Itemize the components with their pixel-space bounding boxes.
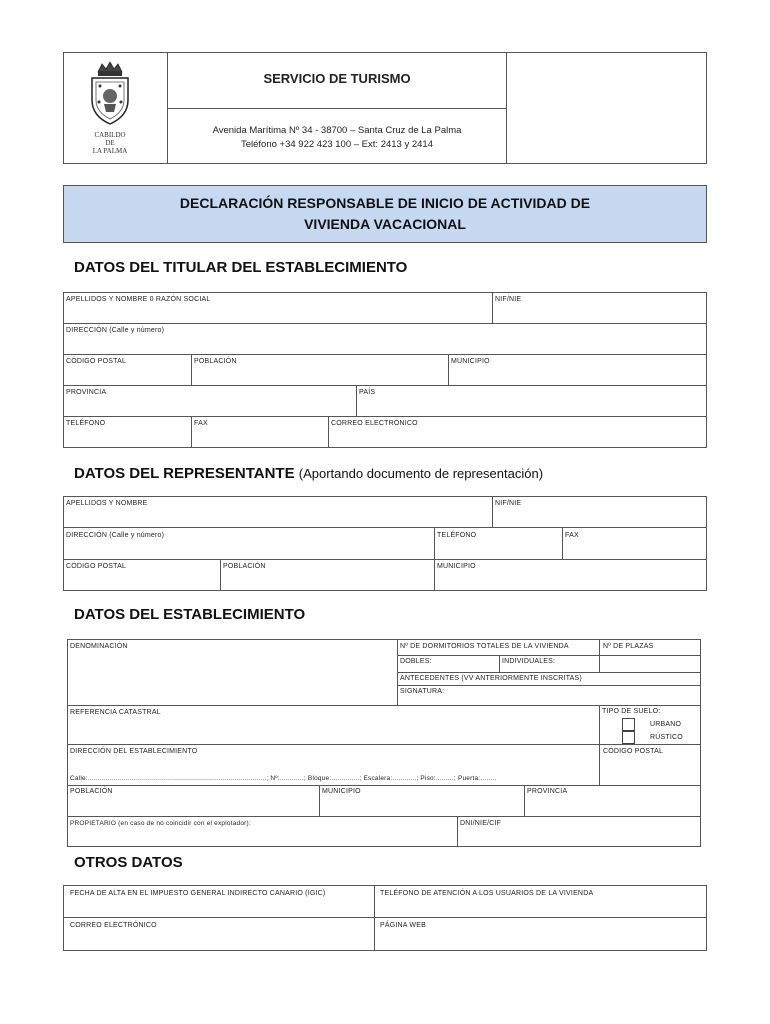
service-title: SERVICIO DE TURISMO (263, 71, 411, 86)
titular-telefono-field[interactable]: TELÉFONO (66, 420, 106, 427)
representante-heading-note: (Aportando documento de representación) (298, 466, 544, 481)
titular-apellidos-field[interactable]: APELLIDOS Y NOMBRE 0 RAZÓN SOCIAL (66, 296, 211, 303)
rep-direccion-field[interactable]: DIRECCIÓN (Calle y número) (66, 532, 165, 539)
rep-nif-field[interactable]: NIF/NIE (495, 500, 522, 507)
otros-fecha-alta-field[interactable]: FECHA DE ALTA EN EL IMPUESTO GENERAL INDIRECTO CANARIO (IGIC) (70, 890, 326, 897)
titular-fax-field[interactable]: FAX (194, 420, 208, 427)
est-dormitorios-label: Nº DE DORMITORIOS TOTALES DE LA VIVIENDA (400, 643, 569, 650)
est-individuales-field[interactable]: INDIVIDUALES: (502, 658, 556, 665)
titular-correo-field[interactable]: CORREO ELECTRÓNICO (331, 420, 418, 427)
header-address: Avenida Marítima Nº 34 - 38700 – Santa Cruz de La Palma (212, 125, 462, 136)
representante-heading-text: DATOS DEL REPRESENTANTE (74, 465, 295, 482)
est-referencia-field[interactable]: REFERENCIA CATASTRAL (70, 709, 161, 716)
rep-telefono-field[interactable]: TELÉFONO (437, 532, 477, 539)
representante-table (63, 496, 707, 591)
otros-correo-field[interactable]: CORREO ELECTRÓNICO (70, 922, 157, 929)
section-titular-heading: DATOS DEL TITULAR DEL ESTABLECIMIENTO (74, 259, 408, 276)
urbano-label: URBANO (650, 721, 682, 728)
est-plazas-field[interactable]: Nº DE PLAZAS (603, 643, 654, 650)
logo-text: CABILDO DE LA PALMA (92, 131, 128, 155)
otros-telefono-atencion-field[interactable]: TELÉFONO DE ATENCIÓN A LOS USUARIOS DE LA VIVIENDA (380, 890, 594, 897)
est-signatura-field[interactable]: SIGNATURA: (400, 688, 445, 695)
est-dobles-field[interactable]: DOBLES: (400, 658, 432, 665)
header-divider-mid (167, 108, 507, 109)
titular-direccion-field[interactable]: DIRECCIÓN (Calle y número) (66, 327, 165, 334)
otros-pagina-web-field[interactable]: PÁGINA WEB (380, 922, 426, 929)
titular-nif-field[interactable]: NIF/NIE (495, 296, 522, 303)
section-otros-heading: OTROS DATOS (74, 854, 183, 871)
titular-municipio-field[interactable]: MUNICIPIO (451, 358, 490, 365)
est-provincia-field[interactable]: PROVINCIA (527, 788, 568, 795)
titular-pais-field[interactable]: PAÍS (359, 389, 376, 396)
est-municipio-field[interactable]: MUNICIPIO (322, 788, 361, 795)
est-cp-field[interactable]: CÓDIGO POSTAL (603, 748, 664, 755)
rep-cp-field[interactable]: CÓDIGO POSTAL (66, 563, 127, 570)
est-propietario-field[interactable]: PROPIETARIO (en caso de no coincidir con el explotador): (70, 820, 251, 827)
form-title-box (63, 185, 707, 243)
est-direccion-label: DIRECCIÓN DEL ESTABLECIMIENTO (70, 748, 198, 755)
rep-apellidos-field[interactable]: APELLIDOS Y NOMBRE (66, 500, 148, 507)
section-representante-heading (74, 465, 543, 482)
rustico-checkbox[interactable] (622, 731, 635, 744)
cabildo-crest-logo (84, 58, 136, 128)
est-dni-field[interactable]: DNI/NIE/CIF (460, 820, 502, 827)
titular-poblacion-field[interactable]: POBLACIÓN (194, 358, 237, 365)
form-title-line2: VIVIENDA VACACIONAL (304, 216, 466, 232)
form-title-line1: DECLARACIÓN RESPONSABLE DE INICIO DE ACTIVIDAD DE (179, 195, 591, 211)
rustico-label: RÚSTICO (650, 734, 683, 741)
rep-poblacion-field[interactable]: POBLACIÓN (223, 563, 266, 570)
rep-municipio-field[interactable]: MUNICIPIO (437, 563, 476, 570)
est-tipo-suelo-label: TIPO DE SUELO: (602, 708, 661, 715)
header-phone: Teléfono +34 922 423 100 – Ext: 2413 y 2414 (240, 139, 433, 150)
est-poblacion-field[interactable]: POBLACIÓN (70, 788, 113, 795)
est-denominacion-field[interactable]: DENOMINACIÓN (70, 643, 128, 650)
est-calle-line[interactable]: Calle:.........................................................................................; Nº:............; Bloque:..............; Escalera:............; Piso:.........; Puerta:........ (70, 775, 497, 782)
urbano-checkbox[interactable] (622, 718, 635, 731)
titular-cp-field[interactable]: CÓDIGO POSTAL (66, 358, 127, 365)
section-establecimiento-heading: DATOS DEL ESTABLECIMIENTO (74, 606, 306, 623)
titular-provincia-field[interactable]: PROVINCIA (66, 389, 107, 396)
est-antecedentes-label: ANTECEDENTES (VV ANTERIORMENTE INSCRITAS) (400, 675, 582, 682)
rep-fax-field[interactable]: FAX (565, 532, 579, 539)
